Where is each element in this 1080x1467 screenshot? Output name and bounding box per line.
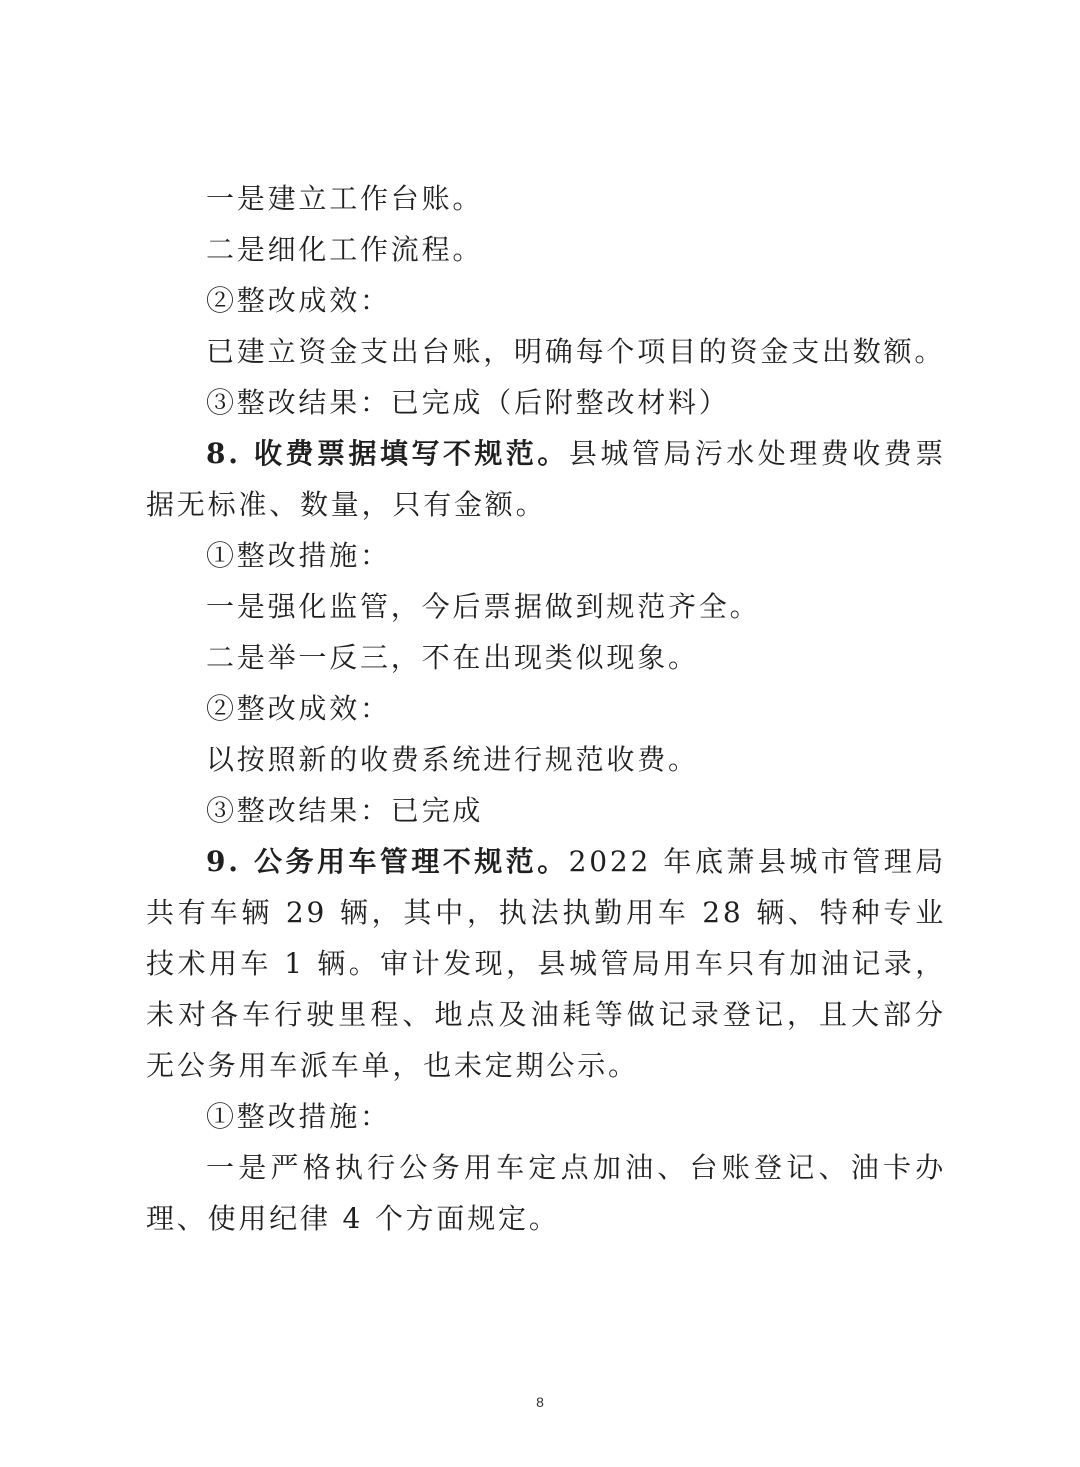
paragraph-issue-8: [146, 428, 946, 530]
paragraph-measure-1: 一是强化监管，今后票据做到规范齐全。: [206, 590, 761, 623]
issue-8-body: 县城管局污水处理费收费票据无标准、数量，只有金额。: [146, 437, 946, 521]
issue-9-body: 2022 年底萧县城市管理局共有车辆 29 辆，其中，执法执勤用车 28 辆、特种专业技术用车 1 辆。审计发现，县城管局用车只有加油记录，未对各车行驶里程、地点及油耗等做记录登记，且大部分无公务用车派车单，也未定期公示。: [146, 845, 946, 1082]
issue-8-title: 8. 收费票据填写不规范。: [206, 437, 569, 470]
paragraph-effect-heading-2: ②整改成效：: [206, 692, 391, 725]
paragraph-ledger-step1: 一是建立工作台账。: [206, 182, 484, 215]
paragraph-measures-heading: ①整改措施：: [206, 539, 391, 572]
paragraph-result: ③整改结果：已完成（后附整改材料）: [206, 386, 730, 419]
paragraph-measures-heading-2: ①整改措施：: [206, 1100, 391, 1133]
paragraph-result-2: ③整改结果：已完成: [206, 794, 484, 827]
paragraph-effect-detail-2: 以按照新的收费系统进行规范收费。: [206, 743, 699, 776]
paragraph-effect-heading: ②整改成效：: [206, 284, 391, 317]
paragraph-measure-2: 二是举一反三，不在出现类似现象。: [206, 641, 699, 674]
page-number: 8: [536, 1394, 544, 1410]
paragraph-effect-detail: 已建立资金支出台账，明确每个项目的资金支出数额。: [206, 335, 946, 368]
paragraph-measure-vehicle: 一是严格执行公务用车定点加油、台账登记、油卡办理、使用纪律 4 个方面规定。: [146, 1151, 946, 1235]
paragraph-ledger-step2: 二是细化工作流程。: [206, 233, 484, 266]
paragraph-issue-9: [146, 836, 946, 1091]
issue-9-title: 9. 公务用车管理不规范。: [206, 845, 569, 878]
